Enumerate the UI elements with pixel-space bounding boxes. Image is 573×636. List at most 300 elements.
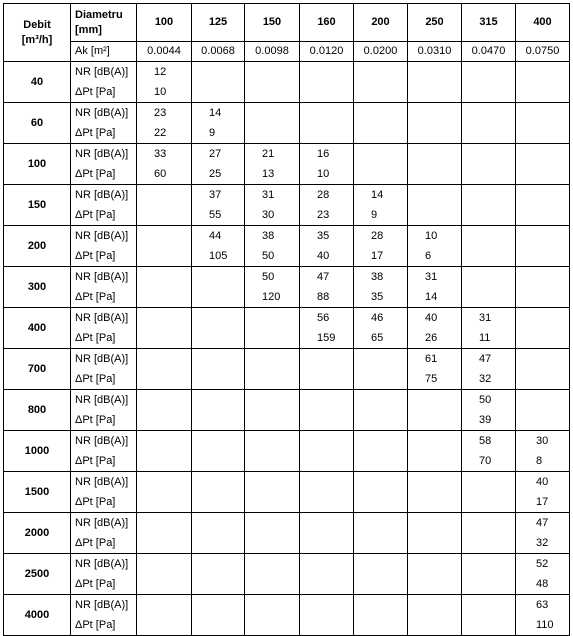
value-cell bbox=[137, 513, 192, 554]
value-cell bbox=[300, 144, 354, 185]
nr-value bbox=[154, 226, 191, 246]
ak-value: 0.0044 bbox=[137, 42, 192, 62]
pressure-drop-value: 70 bbox=[479, 455, 492, 467]
value-cell bbox=[300, 595, 354, 636]
diameter-column-header: 315 bbox=[462, 4, 516, 42]
diameter-header-label: Diametru bbox=[75, 8, 123, 21]
pressure-drop-label: ΔPt [Pa] bbox=[75, 619, 116, 631]
pressure-drop-value bbox=[536, 369, 569, 389]
metric-label-cell bbox=[71, 103, 137, 144]
pressure-drop-label: ΔPt [Pa] bbox=[75, 332, 116, 344]
nr-value bbox=[371, 62, 407, 82]
debit-value: 200 bbox=[4, 226, 71, 267]
nr-value bbox=[479, 513, 515, 533]
pressure-drop-value: 35 bbox=[371, 291, 384, 303]
nr-value: 14 bbox=[371, 189, 384, 201]
nr-value: 44 bbox=[209, 230, 222, 242]
pressure-drop-label: ΔPt [Pa] bbox=[75, 250, 116, 262]
metric-label-cell bbox=[71, 390, 137, 431]
pressure-drop-value bbox=[262, 451, 299, 471]
nr-value: 33 bbox=[154, 148, 167, 160]
value-cell bbox=[245, 62, 300, 103]
nr-value bbox=[536, 267, 569, 287]
value-cell bbox=[516, 595, 570, 636]
pressure-drop-value bbox=[317, 574, 353, 594]
pressure-drop-value bbox=[536, 205, 569, 225]
pressure-drop-value: 13 bbox=[262, 168, 275, 180]
value-cell bbox=[354, 226, 408, 267]
pressure-drop-value bbox=[371, 533, 407, 553]
pressure-drop-value bbox=[209, 328, 244, 348]
pressure-drop-label: ΔPt [Pa] bbox=[75, 168, 116, 180]
nr-value bbox=[262, 595, 299, 615]
value-cell bbox=[516, 349, 570, 390]
nr-value bbox=[262, 390, 299, 410]
nr-value: 37 bbox=[209, 189, 222, 201]
pressure-drop-value bbox=[479, 574, 515, 594]
value-cell bbox=[300, 185, 354, 226]
pressure-drop-value bbox=[262, 492, 299, 512]
value-cell bbox=[192, 595, 245, 636]
table-row bbox=[4, 103, 570, 144]
nr-label: NR [dB(A)] bbox=[75, 107, 129, 119]
pressure-drop-value: 159 bbox=[317, 332, 336, 344]
value-cell bbox=[192, 554, 245, 595]
nr-value bbox=[154, 390, 191, 410]
pressure-drop-value bbox=[479, 246, 515, 266]
debit-value: 1000 bbox=[4, 431, 71, 472]
pressure-drop-label: ΔPt [Pa] bbox=[75, 578, 116, 590]
pressure-drop-value bbox=[154, 369, 191, 389]
pressure-drop-value bbox=[371, 410, 407, 430]
value-cell bbox=[408, 226, 462, 267]
nr-value bbox=[425, 103, 461, 123]
diameter-header-row bbox=[4, 4, 570, 42]
nr-value bbox=[371, 390, 407, 410]
pressure-drop-value bbox=[317, 410, 353, 430]
value-cell bbox=[354, 308, 408, 349]
table-row bbox=[4, 390, 570, 431]
value-cell bbox=[516, 513, 570, 554]
value-cell bbox=[192, 267, 245, 308]
pressure-drop-value bbox=[536, 246, 569, 266]
pressure-drop-label: ΔPt [Pa] bbox=[75, 455, 116, 467]
value-cell bbox=[137, 267, 192, 308]
nr-value bbox=[262, 103, 299, 123]
value-cell bbox=[137, 144, 192, 185]
nr-value bbox=[209, 595, 244, 615]
pressure-drop-label: ΔPt [Pa] bbox=[75, 127, 116, 139]
value-cell bbox=[462, 513, 516, 554]
table-row bbox=[4, 431, 570, 472]
pressure-drop-value bbox=[262, 533, 299, 553]
nr-value: 40 bbox=[536, 476, 549, 488]
nr-value bbox=[425, 144, 461, 164]
nr-value bbox=[425, 431, 461, 451]
pressure-drop-value bbox=[425, 205, 461, 225]
nr-value bbox=[425, 513, 461, 533]
value-cell bbox=[137, 595, 192, 636]
diameter-column-header: 400 bbox=[516, 4, 570, 42]
pressure-drop-value bbox=[371, 123, 407, 143]
nr-value bbox=[371, 554, 407, 574]
pressure-drop-value bbox=[536, 328, 569, 348]
debit-value: 1500 bbox=[4, 472, 71, 513]
value-cell bbox=[300, 226, 354, 267]
pressure-drop-value bbox=[154, 492, 191, 512]
value-cell bbox=[245, 472, 300, 513]
nr-value bbox=[154, 431, 191, 451]
nr-value bbox=[536, 349, 569, 369]
metric-label-cell bbox=[71, 431, 137, 472]
ak-value: 0.0200 bbox=[354, 42, 408, 62]
table-row bbox=[4, 349, 570, 390]
debit-value: 4000 bbox=[4, 595, 71, 636]
nr-label: NR [dB(A)] bbox=[75, 558, 129, 570]
nr-value bbox=[536, 144, 569, 164]
nr-value: 58 bbox=[479, 435, 492, 447]
pressure-drop-value bbox=[536, 410, 569, 430]
diameter-column-header: 125 bbox=[192, 4, 245, 42]
nr-value bbox=[262, 513, 299, 533]
nr-value: 52 bbox=[536, 558, 549, 570]
nr-value bbox=[154, 513, 191, 533]
nr-value bbox=[262, 349, 299, 369]
value-cell bbox=[516, 308, 570, 349]
nr-value bbox=[317, 554, 353, 574]
value-cell bbox=[408, 513, 462, 554]
nr-value: 31 bbox=[425, 271, 438, 283]
table-row bbox=[4, 267, 570, 308]
pressure-drop-value bbox=[425, 615, 461, 635]
value-cell bbox=[516, 62, 570, 103]
pressure-drop-value bbox=[371, 164, 407, 184]
nr-value bbox=[209, 62, 244, 82]
nr-value bbox=[425, 595, 461, 615]
nr-value bbox=[479, 595, 515, 615]
table-row bbox=[4, 595, 570, 636]
nr-value bbox=[154, 185, 191, 205]
pressure-drop-value: 10 bbox=[154, 86, 167, 98]
nr-value bbox=[371, 103, 407, 123]
pressure-drop-value bbox=[425, 123, 461, 143]
nr-value bbox=[209, 267, 244, 287]
ak-label: Ak [m²] bbox=[71, 42, 137, 62]
nr-value bbox=[209, 431, 244, 451]
acoustic-data-table bbox=[3, 3, 570, 636]
pressure-drop-value bbox=[371, 574, 407, 594]
diameter-column-header: 160 bbox=[300, 4, 354, 42]
nr-value bbox=[317, 62, 353, 82]
pressure-drop-value bbox=[262, 574, 299, 594]
ak-value: 0.0068 bbox=[192, 42, 245, 62]
value-cell bbox=[516, 267, 570, 308]
nr-value: 31 bbox=[262, 189, 275, 201]
nr-value bbox=[536, 308, 569, 328]
nr-value bbox=[317, 513, 353, 533]
value-cell bbox=[408, 144, 462, 185]
metric-label-cell bbox=[71, 144, 137, 185]
pressure-drop-value bbox=[154, 246, 191, 266]
pressure-drop-value bbox=[154, 328, 191, 348]
pressure-drop-value bbox=[317, 492, 353, 512]
pressure-drop-value bbox=[209, 451, 244, 471]
value-cell bbox=[354, 185, 408, 226]
pressure-drop-value: 17 bbox=[536, 496, 549, 508]
metric-label-cell bbox=[71, 62, 137, 103]
nr-value: 56 bbox=[317, 312, 330, 324]
value-cell bbox=[192, 103, 245, 144]
pressure-drop-value bbox=[479, 615, 515, 635]
pressure-drop-value bbox=[209, 410, 244, 430]
nr-value: 46 bbox=[371, 312, 384, 324]
debit-value: 60 bbox=[4, 103, 71, 144]
value-cell bbox=[516, 144, 570, 185]
value-cell bbox=[300, 349, 354, 390]
debit-value: 40 bbox=[4, 62, 71, 103]
metric-label-cell bbox=[71, 513, 137, 554]
nr-value bbox=[154, 267, 191, 287]
nr-value: 50 bbox=[262, 271, 275, 283]
pressure-drop-value bbox=[536, 164, 569, 184]
nr-value bbox=[209, 308, 244, 328]
nr-value bbox=[154, 595, 191, 615]
pressure-drop-value bbox=[371, 369, 407, 389]
pressure-drop-value bbox=[479, 164, 515, 184]
debit-value: 700 bbox=[4, 349, 71, 390]
pressure-drop-value: 10 bbox=[317, 168, 330, 180]
value-cell bbox=[516, 431, 570, 472]
pressure-drop-label: ΔPt [Pa] bbox=[75, 209, 116, 221]
nr-value bbox=[209, 349, 244, 369]
pressure-drop-label: ΔPt [Pa] bbox=[75, 86, 116, 98]
value-cell bbox=[137, 554, 192, 595]
nr-value bbox=[371, 144, 407, 164]
pressure-drop-value bbox=[425, 492, 461, 512]
nr-label: NR [dB(A)] bbox=[75, 189, 129, 201]
nr-value: 14 bbox=[209, 107, 222, 119]
nr-label: NR [dB(A)] bbox=[75, 599, 129, 611]
pressure-drop-value bbox=[425, 574, 461, 594]
value-cell bbox=[408, 595, 462, 636]
nr-value bbox=[154, 554, 191, 574]
value-cell bbox=[245, 513, 300, 554]
table-row bbox=[4, 144, 570, 185]
debit-header-cell bbox=[4, 4, 71, 62]
value-cell bbox=[137, 308, 192, 349]
value-cell bbox=[354, 349, 408, 390]
pressure-drop-value bbox=[479, 123, 515, 143]
table-row bbox=[4, 62, 570, 103]
nr-value: 47 bbox=[479, 353, 492, 365]
metric-label-cell bbox=[71, 308, 137, 349]
value-cell bbox=[192, 431, 245, 472]
metric-label-cell bbox=[71, 267, 137, 308]
pressure-drop-value bbox=[154, 451, 191, 471]
pressure-drop-value bbox=[425, 82, 461, 102]
nr-value bbox=[209, 390, 244, 410]
value-cell bbox=[137, 431, 192, 472]
value-cell bbox=[245, 431, 300, 472]
pressure-drop-value bbox=[479, 533, 515, 553]
pressure-drop-value: 60 bbox=[154, 168, 167, 180]
nr-value bbox=[479, 62, 515, 82]
value-cell bbox=[245, 349, 300, 390]
pressure-drop-value: 55 bbox=[209, 209, 222, 221]
nr-value: 47 bbox=[317, 271, 330, 283]
debit-value: 400 bbox=[4, 308, 71, 349]
pressure-drop-value: 23 bbox=[317, 209, 330, 221]
nr-value bbox=[262, 554, 299, 574]
metric-label-cell bbox=[71, 554, 137, 595]
value-cell bbox=[300, 390, 354, 431]
table-row bbox=[4, 472, 570, 513]
pressure-drop-value: 22 bbox=[154, 127, 167, 139]
value-cell bbox=[300, 431, 354, 472]
pressure-drop-value bbox=[317, 82, 353, 102]
nr-value bbox=[371, 595, 407, 615]
nr-value bbox=[479, 185, 515, 205]
value-cell bbox=[462, 595, 516, 636]
value-cell bbox=[192, 472, 245, 513]
value-cell bbox=[192, 308, 245, 349]
diameter-column-header: 200 bbox=[354, 4, 408, 42]
value-cell bbox=[462, 62, 516, 103]
pressure-drop-value: 26 bbox=[425, 332, 438, 344]
nr-value: 47 bbox=[536, 517, 549, 529]
table-row bbox=[4, 513, 570, 554]
debit-header-unit: [m³/h] bbox=[21, 33, 53, 46]
value-cell bbox=[245, 554, 300, 595]
value-cell bbox=[245, 226, 300, 267]
nr-value bbox=[317, 472, 353, 492]
nr-value: 38 bbox=[371, 271, 384, 283]
value-cell bbox=[354, 103, 408, 144]
diameter-header-unit: [mm] bbox=[75, 23, 102, 36]
pressure-drop-value bbox=[154, 287, 191, 307]
pressure-drop-value: 9 bbox=[371, 209, 378, 221]
value-cell bbox=[245, 144, 300, 185]
value-cell bbox=[300, 308, 354, 349]
debit-value: 100 bbox=[4, 144, 71, 185]
pressure-drop-value: 8 bbox=[536, 455, 543, 467]
value-cell bbox=[408, 103, 462, 144]
nr-value bbox=[536, 226, 569, 246]
pressure-drop-value bbox=[371, 451, 407, 471]
value-cell bbox=[192, 513, 245, 554]
pressure-drop-value bbox=[262, 410, 299, 430]
value-cell bbox=[516, 554, 570, 595]
nr-value bbox=[371, 472, 407, 492]
ak-value: 0.0750 bbox=[516, 42, 570, 62]
table-row bbox=[4, 185, 570, 226]
value-cell bbox=[300, 513, 354, 554]
pressure-drop-value: 25 bbox=[209, 168, 222, 180]
value-cell bbox=[354, 595, 408, 636]
nr-value: 16 bbox=[317, 148, 330, 160]
value-cell bbox=[245, 103, 300, 144]
nr-value bbox=[317, 431, 353, 451]
value-cell bbox=[462, 267, 516, 308]
value-cell bbox=[245, 185, 300, 226]
nr-label: NR [dB(A)] bbox=[75, 394, 129, 406]
nr-label: NR [dB(A)] bbox=[75, 435, 129, 447]
ak-value: 0.0120 bbox=[300, 42, 354, 62]
nr-label: NR [dB(A)] bbox=[75, 230, 129, 242]
pressure-drop-value bbox=[262, 615, 299, 635]
diameter-column-header: 150 bbox=[245, 4, 300, 42]
pressure-drop-value bbox=[317, 533, 353, 553]
value-cell bbox=[354, 472, 408, 513]
nr-value bbox=[317, 390, 353, 410]
value-cell bbox=[192, 62, 245, 103]
value-cell bbox=[408, 185, 462, 226]
nr-value: 31 bbox=[479, 312, 492, 324]
pressure-drop-value bbox=[154, 533, 191, 553]
value-cell bbox=[354, 62, 408, 103]
nr-value: 28 bbox=[371, 230, 384, 242]
pressure-drop-value bbox=[425, 164, 461, 184]
nr-value bbox=[425, 185, 461, 205]
value-cell bbox=[516, 390, 570, 431]
value-cell bbox=[354, 144, 408, 185]
value-cell bbox=[137, 390, 192, 431]
value-cell bbox=[462, 226, 516, 267]
pressure-drop-value bbox=[317, 123, 353, 143]
debit-value: 800 bbox=[4, 390, 71, 431]
nr-value bbox=[317, 595, 353, 615]
pressure-drop-value: 6 bbox=[425, 250, 432, 262]
pressure-drop-value: 105 bbox=[209, 250, 228, 262]
nr-value bbox=[262, 472, 299, 492]
pressure-drop-value bbox=[209, 287, 244, 307]
nr-value bbox=[425, 554, 461, 574]
value-cell bbox=[408, 431, 462, 472]
pressure-drop-value bbox=[209, 369, 244, 389]
pressure-drop-value bbox=[317, 369, 353, 389]
nr-label: NR [dB(A)] bbox=[75, 148, 129, 160]
value-cell bbox=[192, 349, 245, 390]
value-cell bbox=[516, 185, 570, 226]
pressure-drop-value: 48 bbox=[536, 578, 549, 590]
pressure-drop-value: 9 bbox=[209, 127, 216, 139]
value-cell bbox=[516, 226, 570, 267]
pressure-drop-value bbox=[479, 205, 515, 225]
pressure-drop-value: 14 bbox=[425, 291, 438, 303]
value-cell bbox=[354, 554, 408, 595]
value-cell bbox=[137, 103, 192, 144]
nr-value bbox=[536, 103, 569, 123]
nr-value: 27 bbox=[209, 148, 222, 160]
pressure-drop-value: 17 bbox=[371, 250, 384, 262]
pressure-drop-value: 30 bbox=[262, 209, 275, 221]
pressure-drop-value bbox=[262, 123, 299, 143]
value-cell bbox=[300, 62, 354, 103]
nr-value bbox=[262, 431, 299, 451]
value-cell bbox=[192, 185, 245, 226]
table-row bbox=[4, 554, 570, 595]
nr-value: 61 bbox=[425, 353, 438, 365]
value-cell bbox=[300, 267, 354, 308]
nr-value bbox=[317, 349, 353, 369]
pressure-drop-label: ΔPt [Pa] bbox=[75, 496, 116, 508]
nr-label: NR [dB(A)] bbox=[75, 66, 129, 78]
value-cell bbox=[462, 390, 516, 431]
value-cell bbox=[137, 62, 192, 103]
table-row bbox=[4, 308, 570, 349]
metric-label-cell bbox=[71, 185, 137, 226]
value-cell bbox=[462, 431, 516, 472]
